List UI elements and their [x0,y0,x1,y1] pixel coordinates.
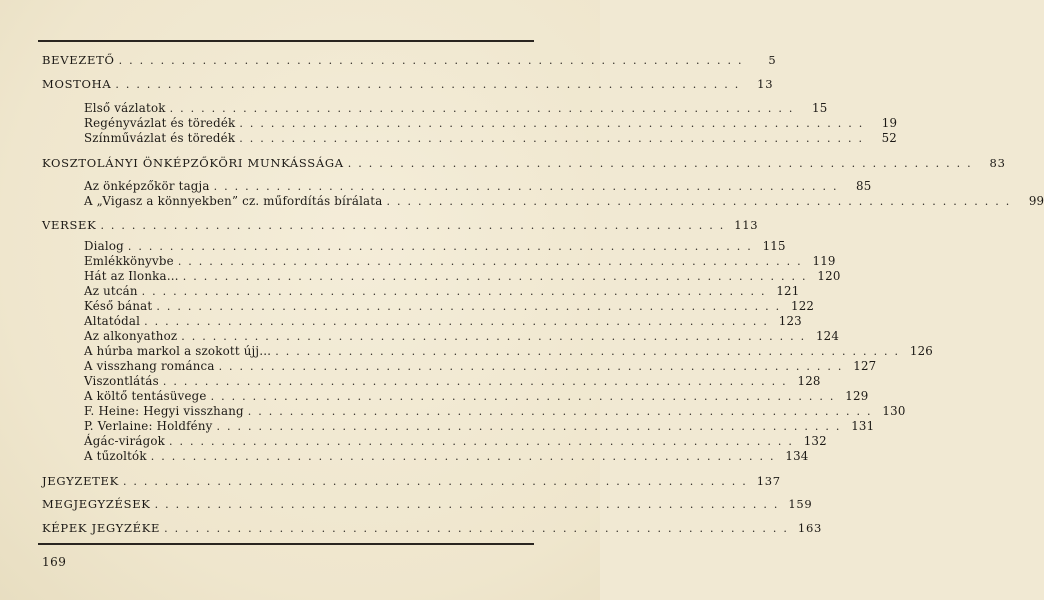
toc-page-number: 99 [1028,194,1044,208]
toc-entry-title: A tűzoltók [84,449,147,463]
toc-page-number: 127 [853,359,877,373]
toc-entry-title: Hát az Ilonka… [84,269,179,283]
toc-entry-title: F. Heine: Hegyi visszhang [84,404,244,418]
toc-page-number: 126 [909,344,934,358]
toc-subentry [84,115,898,131]
toc-entry-title: KOSZTOLÁNYI ÖNKÉPZŐKÖRI MUNKÁSSÁGA [42,156,344,170]
toc-section-entry [42,52,777,68]
toc-entry-title: A költő tentásüvege [84,389,207,403]
dot-leader: ............................................................ [115,78,746,91]
toc-page-number: 122 [791,299,815,313]
toc-page-number: 131 [851,419,875,433]
toc-page-number: 137 [756,474,781,488]
toc-entry-title: Altatódal [84,314,141,328]
toc-entry-title: Viszontlátás [84,374,159,388]
toc-subentry [84,283,800,299]
toc-subentry [84,403,906,419]
toc-subentry [84,298,815,314]
toc-subentry [84,328,840,344]
toc-entry-title: MOSTOHA [42,77,112,91]
toc-subentry [84,343,934,359]
toc-section-entry [42,520,822,536]
toc-subentry [84,433,827,449]
dot-leader: ............................................................ [169,435,799,448]
toc-entry-title: Az alkonyathoz [84,329,178,343]
toc-entry-title: VERSEK [42,218,97,232]
dot-leader: ............................................................ [122,475,753,488]
toc-page-number: 123 [778,314,802,328]
dot-leader: ............................................................ [127,240,758,253]
toc-page-number: 128 [797,374,821,388]
toc-subentry [84,388,869,404]
toc-subentry [84,193,1044,209]
toc-entry-title: A „Vigasz a könnyekben” cz. műfordítás bírálata [84,194,383,208]
dot-leader: ............................................................ [239,117,870,130]
toc-entry-title: Első vázlatok [84,101,166,115]
dot-leader: ............................................................ [164,522,794,535]
dot-leader: ............................................................ [386,195,1017,208]
toc-entry-title: Dialog [84,239,124,253]
toc-subentry [84,238,786,254]
toc-page-number: 121 [776,284,800,298]
toc-subentry [84,358,877,374]
dot-leader: ............................................................ [156,300,787,313]
toc-entry-title: A húrba markol a szokott újj… [84,344,272,358]
toc-subentry [84,253,836,269]
dot-leader: ............................................................ [213,180,844,193]
toc-page-number: 124 [815,329,840,343]
toc-subentry [84,313,802,329]
toc-page-number: 130 [882,404,906,418]
toc-entry-title: Az utcán [84,284,138,298]
toc-subentry [84,418,875,434]
toc-entry-title: Ágác-virágok [84,434,166,448]
dot-leader: ............................................................ [177,255,808,268]
toc-section-entry [42,76,774,92]
toc-entry-title: P. Verlaine: Holdfény [84,419,213,433]
toc-page-number: 113 [734,218,759,232]
toc-page-number: 15 [811,101,828,115]
toc-subentry [84,178,872,194]
toc-subentry [84,268,841,284]
toc-subentry [84,130,897,146]
toc-page-number: 52 [881,131,897,145]
toc-page-number: 5 [768,53,777,67]
dot-leader: ............................................................ [169,102,800,115]
toc-subentry [84,373,821,389]
toc-subentry [84,448,809,464]
toc-section-entry [42,473,781,489]
dot-leader: ............................................................ [162,375,793,388]
toc-page-number: 134 [785,449,809,463]
dot-leader: ............................................................ [218,360,849,373]
toc-page-number: 163 [797,521,822,535]
dot-leader: ............................................................ [182,270,813,283]
toc-page-number: 129 [845,389,869,403]
toc-entry-title: Színművázlat és töredék [84,131,236,145]
toc-entry-title: MEGJEGYZÉSEK [42,497,151,511]
dot-leader: ............................................................ [118,54,749,67]
toc-entry-title: Késő bánat [84,299,153,313]
toc-page-number: 120 [817,269,841,283]
toc-entry-title: JEGYZETEK [42,474,119,488]
toc-page-number: 85 [856,179,872,193]
dot-leader: ............................................................ [347,157,978,170]
toc-page-number: 115 [762,239,786,253]
dot-leader: ............................................................ [141,285,772,298]
toc-page-number: 13 [757,77,774,91]
dot-leader: ............................................................ [181,330,812,343]
page-number: 169 [42,555,67,569]
toc-page-number: 132 [803,434,827,448]
toc-subentry [84,100,828,116]
dot-leader: ............................................................ [144,315,774,328]
toc-page-number: 119 [812,254,836,268]
toc-entry-title: Az önképzőkör tagja [84,179,210,193]
dot-leader: ............................................................ [210,390,841,403]
toc-section-entry [42,217,759,233]
toc-page-number: 83 [989,156,1006,170]
toc-entry-title: Emlékkönyvbe [84,254,174,268]
toc-entry-title: KÉPEK JEGYZÉKE [42,521,161,535]
dot-leader: ............................................................ [216,420,847,433]
dot-leader: ............................................................ [247,405,878,418]
toc-entry-title: Regényvázlat és töredék [84,116,236,130]
dot-leader: ............................................................ [275,345,906,358]
dot-leader: ............................................................ [150,450,781,463]
toc-section-entry [42,496,813,512]
toc-section-entry [42,155,1006,171]
bottom-rule [38,543,534,545]
dot-leader: ............................................................ [154,498,785,511]
toc-page-number: 19 [881,116,898,130]
toc-page-number: 159 [788,497,813,511]
toc-entry-title: A visszhang románca [84,359,215,373]
toc-entry-title: BEVEZETŐ [42,53,115,67]
dot-leader: ............................................................ [100,219,731,232]
dot-leader: ............................................................ [239,132,869,145]
